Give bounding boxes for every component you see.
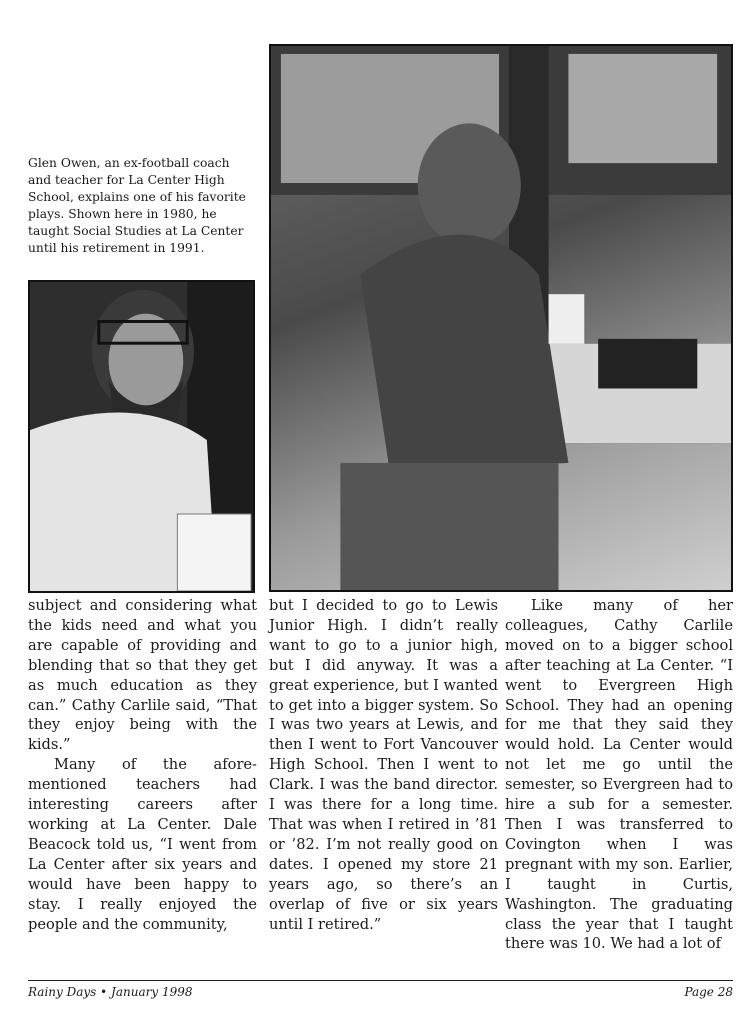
- photo-man-at-table: [269, 44, 733, 592]
- text-column-1: [28, 596, 257, 934]
- column-3-paragraph-1: Like many of her colleagues, Cathy Carlile moved on to a bigger school after teaching at La Center. “I went to Evergreen High School. They had an opening for me that they said they would hold. La Center would not let me go until the semester, so Evergreen had to hire a sub for a semester. Then I was transferred to Covington when I was pregnant with my son. Earlier, I taught in Curtis, Washington. The graduating class the year that I taught there was 10. We had a lot of: [505, 597, 733, 953]
- photo-glen-owen: [28, 280, 255, 593]
- footer-publication: Rainy Days • January 1998: [28, 985, 193, 999]
- column-1-paragraph-2: Many of the afore-mentioned teachers had interesting careers after working at La Center. Dale Beacock told us, “I went from La Center after six years and would have been happy to stay. I really enjoyed the people and the community,: [28, 756, 257, 933]
- column-2-paragraph-1: but I decided to go to Lewis Junior High. I didn’t really want to go to a junior high, but I did anyway. It was a great experience, but I wanted to get into a bigger system. So I was two years at Lewis, and then I went to Fort Vancouver High School. Then I went to Clark. I was the band director. I was there for a long time. That was when I retired in ’81 or ’82. I’m not really good on dates. I opened my store 21 years ago, so there’s an overlap of five or six years until I retired.”: [269, 597, 498, 933]
- photo-small-drawing: [30, 282, 253, 591]
- photo-caption: Glen Owen, an ex-football coach and teacher for La Center High School, explains one of his favorite plays. Shown here in 1980, he taught Social Studies at La Center until his retirement in 1991.: [28, 156, 246, 255]
- text-column-3: [505, 596, 733, 954]
- text-column-2: [269, 596, 498, 934]
- photo-main-drawing: [271, 46, 731, 590]
- footer-page-number: Page 28: [684, 985, 733, 999]
- column-1-paragraph-1: subject and considering what the kids need and what you are capable of providing and blending that so that they get as much education as they can.” Cathy Carlile said, “That they enjoy being with the kids.”: [28, 597, 257, 754]
- footer-divider: [28, 980, 733, 981]
